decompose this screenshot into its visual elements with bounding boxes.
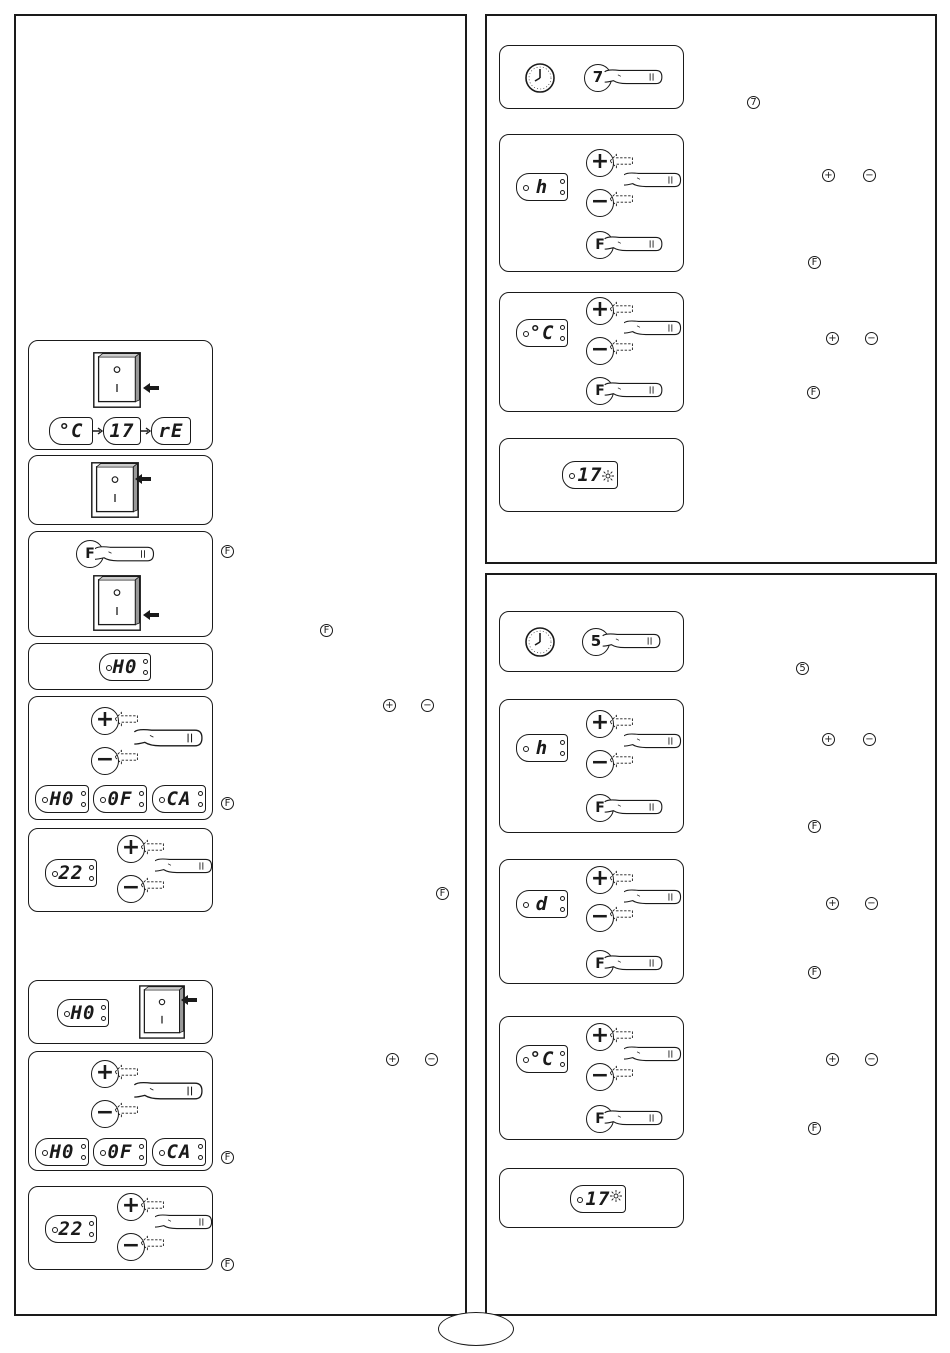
boot-display-celsius: °C (49, 417, 93, 445)
finger-icon (155, 1211, 213, 1233)
f-key-button[interactable]: F (586, 377, 614, 405)
f-symbol-inline: F (436, 887, 449, 900)
finger-icon (600, 630, 664, 652)
f-key-button[interactable]: F (586, 231, 614, 259)
arrow-left-icon (135, 474, 151, 484)
f-symbol-inline: F (807, 386, 820, 399)
program-key-5-button[interactable]: 5 (582, 628, 610, 656)
set-hour-box (499, 134, 684, 272)
minus-key-button[interactable]: − (91, 747, 119, 775)
minus-key-button[interactable]: − (117, 875, 145, 903)
finger-icon (129, 1078, 209, 1104)
temp-display: 22 (45, 859, 97, 887)
finger-icon (624, 730, 682, 752)
minus-key-button[interactable]: − (91, 1100, 119, 1128)
minus-symbol-inline: − (865, 1053, 878, 1066)
minus-symbol-inline: − (863, 733, 876, 746)
minus-key-button[interactable]: − (117, 1233, 145, 1261)
f-symbol-inline: F (221, 797, 234, 810)
plus-key-button[interactable]: + (586, 297, 614, 325)
mode-option-ho: H0 (35, 1138, 89, 1166)
set-temperature-box-2 (499, 1016, 684, 1140)
final-temp-display: 17 (562, 461, 618, 489)
set-temperature-box (499, 292, 684, 412)
step-mode-select-box (28, 696, 213, 820)
hour-display: h (516, 173, 568, 201)
step-f-power-box (28, 531, 213, 637)
ghost-finger-icon (115, 1100, 139, 1120)
ghost-finger-icon (610, 189, 634, 209)
finger-icon (155, 855, 213, 877)
set-hour-box-2 (499, 699, 684, 833)
step-power-off-box (28, 455, 213, 525)
plus-key-button[interactable]: + (586, 149, 614, 177)
minus-symbol-inline: − (421, 699, 434, 712)
ghost-finger-icon (610, 1063, 634, 1083)
plus-symbol-inline: + (822, 733, 835, 746)
power-switch-icon (93, 574, 141, 632)
program-5-symbol-inline: 5 (796, 662, 809, 675)
ghost-finger-icon (610, 712, 634, 732)
sun-icon (602, 470, 614, 482)
mode-option-ca: CA (152, 785, 206, 813)
mode-option-ca: CA (152, 1138, 206, 1166)
minus-symbol-inline: − (425, 1053, 438, 1066)
ghost-finger-icon (115, 747, 139, 767)
f-key-button[interactable]: F (586, 794, 614, 822)
plus-symbol-inline: + (383, 699, 396, 712)
plus-key-button[interactable]: + (586, 866, 614, 894)
f-key-button[interactable]: F (586, 950, 614, 978)
ho-display: H0 (99, 653, 151, 681)
plus-symbol-inline: + (826, 332, 839, 345)
arrow-left-icon (143, 610, 159, 620)
temp-display: 22 (45, 1215, 97, 1243)
minus-key-button[interactable]: − (586, 750, 614, 778)
plus-symbol-inline: + (826, 897, 839, 910)
mode-option-off: 0F (93, 1138, 147, 1166)
step-temp-adjust-box-2 (28, 1186, 213, 1270)
plus-key-button[interactable]: + (91, 1060, 119, 1088)
program-5-box (499, 611, 684, 672)
page-number-oval (438, 1312, 514, 1346)
f-symbol-inline: F (221, 1151, 234, 1164)
plus-symbol-inline: + (822, 169, 835, 182)
ghost-finger-icon (610, 1025, 634, 1045)
step-ho-switch-box (28, 980, 213, 1044)
celsius-display: °C (516, 1045, 568, 1073)
ghost-finger-icon (610, 299, 634, 319)
arrow-right-icon (141, 427, 151, 435)
finger-icon (604, 796, 664, 818)
minus-key-button[interactable]: − (586, 904, 614, 932)
final-display-box (499, 438, 684, 512)
f-symbol-inline: F (808, 966, 821, 979)
f-symbol-inline: F (320, 624, 333, 637)
finger-icon (602, 66, 666, 88)
finger-icon (604, 233, 664, 255)
step-mode-select-box-2 (28, 1051, 213, 1171)
plus-key-button[interactable]: + (117, 835, 145, 863)
minus-symbol-inline: − (865, 332, 878, 345)
final-display-box-2 (499, 1168, 684, 1228)
clock-icon (524, 626, 556, 658)
day-display: d (516, 890, 568, 918)
f-symbol-inline: F (808, 1122, 821, 1135)
program-7-box (499, 45, 684, 109)
finger-icon (604, 1107, 664, 1129)
plus-key-button[interactable]: + (117, 1193, 145, 1221)
plus-key-button[interactable]: + (586, 1023, 614, 1051)
minus-symbol-inline: − (863, 169, 876, 182)
arrow-left-icon (143, 383, 159, 393)
plus-key-button[interactable]: + (91, 707, 119, 735)
arrow-left-icon (181, 995, 197, 1005)
plus-symbol-inline: + (386, 1053, 399, 1066)
minus-symbol-inline: − (865, 897, 878, 910)
minus-key-button[interactable]: − (586, 189, 614, 217)
boot-display-reset: rE (151, 417, 191, 445)
sun-icon (610, 1190, 622, 1202)
f-key-button[interactable]: F (586, 1105, 614, 1133)
ghost-finger-icon (141, 875, 165, 895)
ghost-finger-icon (610, 151, 634, 171)
ghost-finger-icon (610, 337, 634, 357)
finger-icon (604, 379, 664, 401)
final-temp-display: 17 (570, 1185, 626, 1213)
hour-display: h (516, 734, 568, 762)
finger-icon (129, 725, 209, 751)
power-switch-icon (91, 462, 139, 518)
power-switch-icon (139, 985, 185, 1039)
ghost-finger-icon (610, 750, 634, 770)
finger-icon (624, 1043, 682, 1065)
ghost-finger-icon (610, 868, 634, 888)
finger-icon (604, 952, 664, 974)
finger-icon (95, 542, 155, 566)
step-power-on-box (28, 340, 213, 450)
celsius-display: °C (516, 319, 568, 347)
power-switch-icon (93, 351, 141, 409)
mode-option-off: 0F (93, 785, 147, 813)
f-key-button[interactable]: F (76, 540, 104, 568)
plus-key-button[interactable]: + (586, 710, 614, 738)
finger-icon (624, 317, 682, 339)
minus-key-button[interactable]: − (586, 337, 614, 365)
ghost-finger-icon (610, 904, 634, 924)
plus-symbol-inline: + (826, 1053, 839, 1066)
step-ho-display-box (28, 643, 213, 690)
clock-icon (524, 62, 556, 94)
program-7-symbol-inline: 7 (747, 96, 760, 109)
minus-key-button[interactable]: − (586, 1063, 614, 1091)
f-symbol-inline: F (221, 545, 234, 558)
step-temp-adjust-box (28, 828, 213, 912)
finger-icon (624, 169, 682, 191)
program-key-7-button[interactable]: 7 (584, 64, 612, 92)
arrow-right-icon (93, 427, 103, 435)
ghost-finger-icon (141, 1233, 165, 1253)
f-symbol-inline: F (808, 820, 821, 833)
boot-display-version: 17 (103, 417, 141, 445)
set-day-box (499, 859, 684, 984)
f-symbol-inline: F (808, 256, 821, 269)
mode-option-ho: H0 (35, 785, 89, 813)
ghost-finger-icon (141, 837, 165, 857)
f-symbol-inline: F (221, 1258, 234, 1271)
ho-display: H0 (57, 999, 109, 1027)
